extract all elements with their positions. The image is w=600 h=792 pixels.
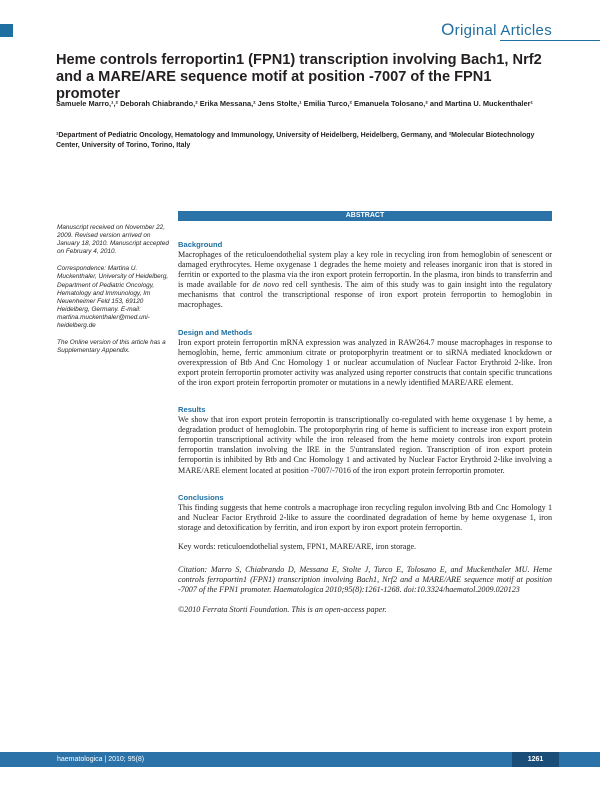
section-label [441, 20, 552, 40]
background-heading: Background [178, 240, 223, 249]
background-text [178, 250, 552, 311]
background-text-italic: de novo [252, 280, 280, 290]
results-heading: Results [178, 405, 206, 415]
design-text: Iron export protein ferroportin mRNA expression was analyzed in RAW264.7 mouse macrophages in response to hemoglobin, heme, ferric ammonium citrate or protoporphyrin treatment or to siRNA mediated knockdown or overexpression of Btb And Cnc Homology 1 or nuclear accumulation of Nuclear Factor Erythroid 2-like. Iron export protein ferroportin promoter activity was analyzed using reporter constructs that contain specific truncations of the iron export protein ferroportin promoter or mutations in a newly identified MARE/ARE element. [178, 337, 552, 387]
conclusions-heading: Conclusions [178, 492, 224, 502]
abstract-heading: ABSTRACT [178, 211, 552, 221]
design-heading: Design and Methods [178, 327, 253, 337]
background-text-part2: red cell synthesis. The aim of this study was to gain insight into the regulatory mechanisms that control the transcriptional response of iron export protein ferroportin to hemoglobin in macrophages. [178, 280, 553, 310]
affiliations: ¹Department of Pediatric Oncology, Hematology and Immunology, University of Heidelberg, Heidelberg, Germany, and ²Molecular Biotechnology Center, University of Torino, Torino, Italy [56, 132, 535, 149]
license: ©2010 Ferrata Storti Foundation. This is an open-access paper. [178, 605, 387, 615]
keywords: Key words: reticuloendothelial system, FPN1, MARE/ARE, iron storage. [178, 541, 417, 551]
section-label-initial: O [441, 20, 455, 39]
sidebar [57, 224, 170, 364]
section-label-rest: riginal Articles [454, 22, 552, 39]
background-text-part1: Macrophages of the reticuloendothelial system play a key role in recycling iron from hemoglobin of senescent or damaged erythrocytes. Heme oxygenase 1 degrades the heme moiety and releases inorganic iron that is stored in ferritin or exported to the plasma via the iron export protein ferroportin. In the plasma, iron binds to transferrin and is made available for [178, 250, 552, 290]
author-list: Samuele Marro,¹,² Deborah Chiabrando,² Erika Messana,² Jens Stolte,¹ Emilia Turco,² Emanuela Tolosano,² and Martina U. Muckenthaler¹ [56, 99, 533, 108]
manuscript-dates: Manuscript received on November 22, 2009. Revised version arrived on January 18, 2010. Manuscript accepted on February 4, 2010. [57, 224, 169, 256]
page-footer [0, 752, 600, 767]
results-text: We show that iron export protein ferroportin is transcriptionally co-regulated with heme oxygenase 1 by heme, a degradation product of hemoglobin. The protoporphyrin ring of heme is sufficient to increase iron export protein ferroportin transcriptional activity while the iron released from the heme moiety controls iron export protein ferroportin translation involving the IRE in the 5'untranslated region. Transcription of iron export protein ferroportin is inhibited by Btb and Cnc Homology 1 and activated by Nuclear Factor Erythroid 2-like involving a MARE/ARE element located at position -7007/-7016 of the iron export protein ferroportin promoter. [178, 415, 552, 475]
section-rule [500, 40, 600, 41]
journal-info: haematologica | 2010; 95(8) [57, 756, 145, 763]
article-title: Heme controls ferroportin1 (FPN1) transcription involving Bach1, Nrf2 and a MARE/ARE sequence motif at position -7007 of the FPN1 promoter [56, 52, 542, 102]
corner-marker [0, 24, 13, 37]
citation: Citation: Marro S, Chiabrando D, Messana E, Stolte J, Turco E, Tolosano E, and Muckenthaler MU. Heme controls ferroportin1 (FPN1) transcription involving Bach1, Nrf2 and a MARE/ARE sequence motif at position -7007 of the FPN1 promoter. Haematologica 2010;95(8):1261-1268. doi:10.3324/haematol.2009.020123 [178, 564, 552, 595]
conclusions-text: This finding suggests that heme controls a macrophage iron recycling regulon involving Btb and Cnc Homology 1 and Nuclear Factor Erythroid 2-like to assure the coordinated degradation of heme by heme oxygenase 1, iron storage and detoxification by ferritin, and iron export by iron export protein ferroportin. [178, 502, 552, 532]
online-note: The Online version of this article has a Supplementary Appendix. [57, 339, 166, 355]
page-number: 1261 [512, 752, 559, 767]
abstract [178, 211, 552, 615]
correspondence: Correspondence: Martina U. Muckenthaler, University of Heidelberg, Department of Pediatric Oncology, Hematology and Immunology, Im Neuenheimer Feld 153, 69120 Heidelberg, Germany. E-mail: martina.muckenthaler@med.uni-heidelberg.de [57, 265, 169, 330]
